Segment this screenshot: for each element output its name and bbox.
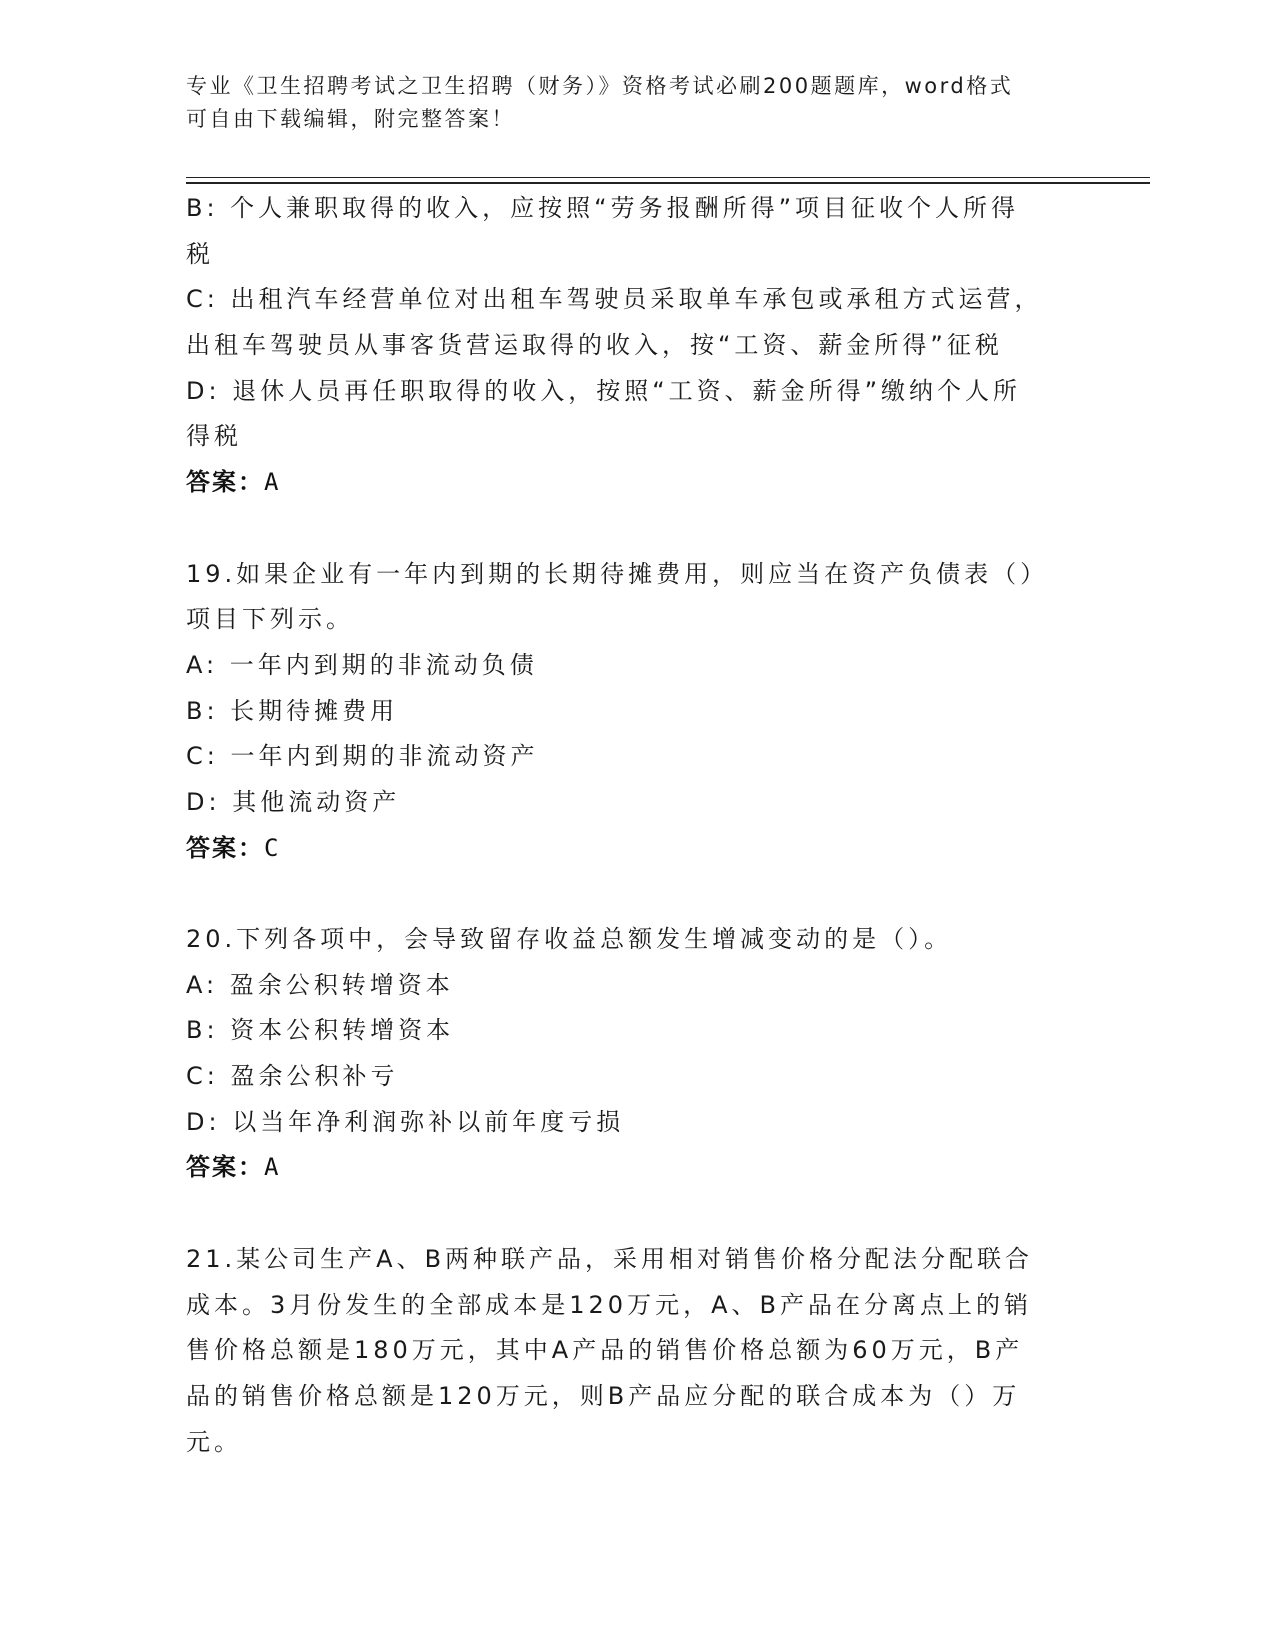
option-d: D: 以当年净利润弥补以前年度亏损 (186, 1107, 625, 1136)
answer-value: C (264, 833, 279, 862)
option-c-line-1: C: 出租汽车经营单位对出租车驾驶员采取单车承包或承租方式运营， (186, 285, 1043, 314)
question-content (186, 186, 1076, 1465)
option-a: A: 盈余公积转增资本 (186, 970, 454, 999)
answer-label: 答案： (186, 833, 264, 862)
page-header (186, 70, 1086, 136)
spacer (186, 1191, 1076, 1237)
option-c: C: 盈余公积补亏 (186, 1062, 399, 1091)
spacer (186, 871, 1076, 917)
answer-value: A (264, 468, 279, 497)
option-a: A: 一年内到期的非流动负债 (186, 650, 538, 679)
option-b: B: 资本公积转增资本 (186, 1016, 455, 1045)
option-c-line-2: 出租车驾驶员从事客货营运取得的收入，按“工资、薪金所得”征税 (186, 331, 1003, 360)
question-stem-line-2: 成本。3月份发生的全部成本是120万元，A、B产品在分离点上的销 (186, 1290, 1032, 1319)
question-20 (186, 917, 1076, 1191)
option-b-line-2: 税 (186, 239, 214, 268)
question-19 (186, 552, 1076, 872)
answer-label: 答案： (186, 468, 264, 497)
header-title-line-2: 可自由下载编辑，附完整答案！ (186, 107, 515, 131)
answer-line (186, 1145, 1076, 1191)
header-rule-thick (186, 182, 1150, 184)
answer-line (186, 460, 1076, 506)
answer-line (186, 826, 1076, 872)
question-stem-line-1: 21.某公司生产A、B两种联产品，采用相对销售价格分配法分配联合 (186, 1244, 1034, 1273)
question-stem-line-1: 20.下列各项中，会导致留存收益总额发生增减变动的是（）。 (186, 925, 953, 953)
option-c: C: 一年内到期的非流动资产 (186, 742, 539, 771)
question-18-continuation (186, 186, 1076, 506)
option-b-line-1: B: 个人兼职取得的收入，应按照“劳务报酬所得”项目征收个人所得 (186, 194, 1020, 222)
question-stem-line-2: 项目下列示。 (186, 605, 354, 634)
spacer (186, 506, 1076, 552)
option-d-line-1: D: 退休人员再任职取得的收入，按照“工资、薪金所得”缴纳个人所 (186, 376, 1022, 405)
question-stem-line-5: 元。 (186, 1427, 242, 1456)
question-21 (186, 1237, 1076, 1465)
answer-value: A (264, 1153, 279, 1182)
option-b: B: 长期待摊费用 (186, 696, 399, 725)
header-title-line-1: 专业《卫生招聘考试之卫生招聘（财务）》资格考试必刷200题题库，word格式 (186, 74, 1014, 98)
question-stem-line-3: 售价格总额是180万元，其中A产品的销售价格总额为60万元，B产 (186, 1336, 1024, 1365)
option-d: D: 其他流动资产 (186, 787, 401, 816)
answer-label: 答案： (186, 1153, 264, 1182)
question-stem-line-1: 19.如果企业有一年内到期的长期待摊费用，则应当在资产负债表（） (186, 559, 1049, 588)
header-rule-thin (186, 177, 1150, 178)
option-d-line-2: 得税 (186, 422, 242, 451)
question-stem-line-4: 品的销售价格总额是120万元，则B产品应分配的联合成本为（）万 (186, 1381, 1021, 1410)
